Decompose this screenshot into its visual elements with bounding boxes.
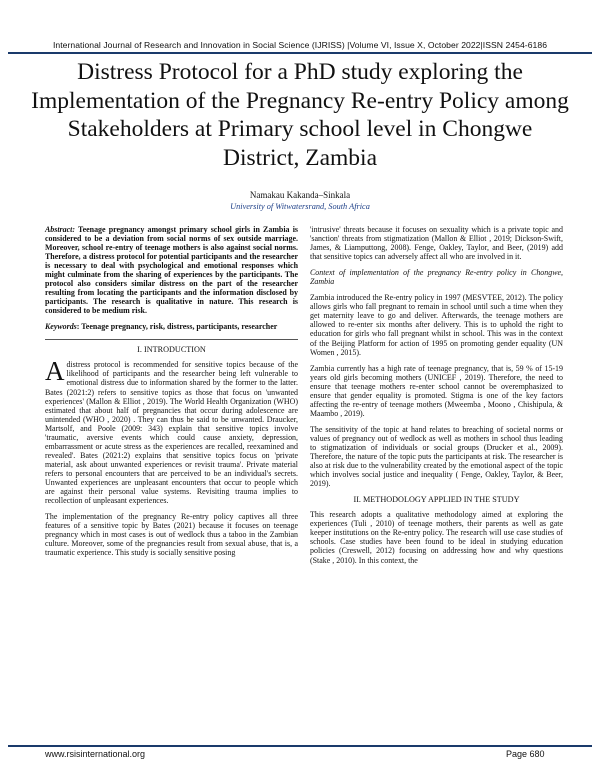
keywords-divider [45, 339, 298, 340]
subsection-heading-context: Context of implementation of the pregnancy Re-entry policy in Chongwe, Zambia [310, 268, 563, 287]
right-paragraph-5: This research adopts a qualitative methodology aimed at exploring the experiences (Tuli , 2010) of teenage mothers, their parents as well as gate keeper institutions on the Re-entry policy. The research will use case studies of schools. Case studies have been found to be ideal in studying education policies (Creswell, 2012) focusing on addressing how and why questions (Stake , 2010). In this context, the [310, 510, 563, 565]
journal-header: International Journal of Research and Innovation in Social Science (IJRISS) |Volume VI, Issue X, October 2022|ISSN 2454-6186 [52, 40, 548, 50]
left-column [45, 225, 298, 564]
section-heading-introduction: I. INTRODUCTION [137, 345, 206, 355]
abstract-text: Teenage pregnancy amongst primary school girls in Zambia is considered to be a deviation from social norms of sex outside marriage. Moreover, school re-entry of teenage mothers is also against social norms. Therefore, a distress protocol for potential participants and the researcher is necessary to deal with psychological and emotional responses which might culminate from the sharing of experiences by the participants. The protocol also considers similar distress on the part of the researcher resulting from locating the participants and the information disclosed by participants. The research is qualitative in nature. This research is considered to be medium risk. [45, 225, 298, 316]
footer-rule [8, 745, 592, 747]
keywords-label: Keywords [45, 322, 77, 332]
drop-cap: A [45, 356, 65, 387]
footer-page-number: Page 680 [506, 749, 545, 759]
keywords [45, 322, 298, 331]
paper-title: Distress Protocol for a PhD study exploring the Implementation of the Pregnancy Re-entry Policy among Stakeholders at Primary school level in Chongwe District, Zambia [31, 59, 569, 171]
section-heading-methodology: II. METHODOLOGY APPLIED IN THE STUDY [353, 495, 520, 505]
footer-website: www.rsisinternational.org [45, 749, 146, 759]
right-paragraph-1: 'intrusive' threats because it focuses on sexuality which is a private topic and 'sanction' threats from stigmatization (Mallon & Elliot , 2019; Dickson-Swift, James, & Liamputtong, 2008). Fenge, Oakley, Taylor, and Beer, (2019) add that sensitive topics can adversely affect all who are involved in it. [310, 225, 563, 262]
abstract [45, 225, 298, 315]
author-name: Namakau Kakanda–Sinkala [249, 190, 351, 200]
author-affiliation: University of Witwatersrand, South Africa [230, 202, 370, 211]
right-column [310, 225, 563, 572]
header-rule [8, 52, 592, 54]
abstract-label: Abstract: [45, 225, 75, 234]
intro-paragraph-1-text: distress protocol is recommended for sensitive topics because of the likelihood of participants and the researcher being left vulnerable to emotional distress due to information shared by the former to the latter. Bates (2021:2) refers to sensitive topics as those that focus on 'unwanted experiences' (Mallon & Elliot , 2019). The World Health Organization (WHO) estimated that about half of pregnancies that occur during adolescence are unintended (WHO , 2020) . They can thus be said to be unwanted. Draucker, Martsolf, and Poole (2009: 343) explain that sensitive topics involve 'traumatic, aversive events which could cause anxiety, depression, embarrassment or acute stress as the experiences are recalled, reexamined and revealed'. Bates (2021:2) explains that sensitive topics focus on 'private material, ask about unwanted experiences or revisit trauma'. Private material refers to personal encounters that are perceived to be an individual's secrets. Unwanted experiences are unpleasant encounters that occur to people which are against their personal value systems. Revisiting trauma implies to recollection of unpleasant experiences. [45, 360, 298, 506]
right-paragraph-4: The sensitivity of the topic at hand relates to breaching of societal norms or values of pregnancy out of wedlock as well as mothers in school thus leading to stigmatization of individuals or social groups (Drucker et al., 2009). Therefore, the nature of the topic puts the participants at risk. The researcher is also at risk due to the vulnerability created by the emotional aspect of the topic which involves social justice and inequality ( Fenge, Oakley, Taylor, & Beer, 2019). [310, 424, 563, 489]
right-paragraph-2: Zambia introduced the Re-entry policy in 1997 (MESVTEE, 2012). The policy allows girls who fall pregnant to remain in school until such a time when they get maternity leave to go and deliver. Afterwards, the teenage mothers are allowed to re-enter six months after delivery. This is to uphold the right to education for girls who fall pregnant whilst in school. This was in the context of the Beijing Platform for action of 1995 on promoting gender equality (UN Women , 2015). [310, 293, 563, 357]
intro-paragraph-1 [45, 356, 298, 506]
intro-paragraph-2: The implementation of the pregnancy Re-entry policy captives all three features of a sensitive topic by Bates (2021) because it focuses on teenage pregnancy which in most cases is out of wedlock thus a taboo in the Zambian culture. Moreover, some of the pregnancies result from sexual abuse, that is, a traumatic experience. This study is socially sensitive posing [45, 512, 298, 558]
right-paragraph-3: Zambia currently has a high rate of teenage pregnancy, that is, 59 % of 15-19 years old girls becoming mothers (UNICEF , 2019). Therefore, the need to ensure that teenage mothers re-enter school cannot be overemphasized to ensure that gender equality is promoted. Stigma is one of the key factors affecting the re-entry of teenage mothers (Mweemba , Moono , Chishipula, & Maambo , 2019). [310, 363, 563, 418]
keywords-text: : Teenage pregnancy, risk, distress, participants, researcher [76, 322, 278, 332]
